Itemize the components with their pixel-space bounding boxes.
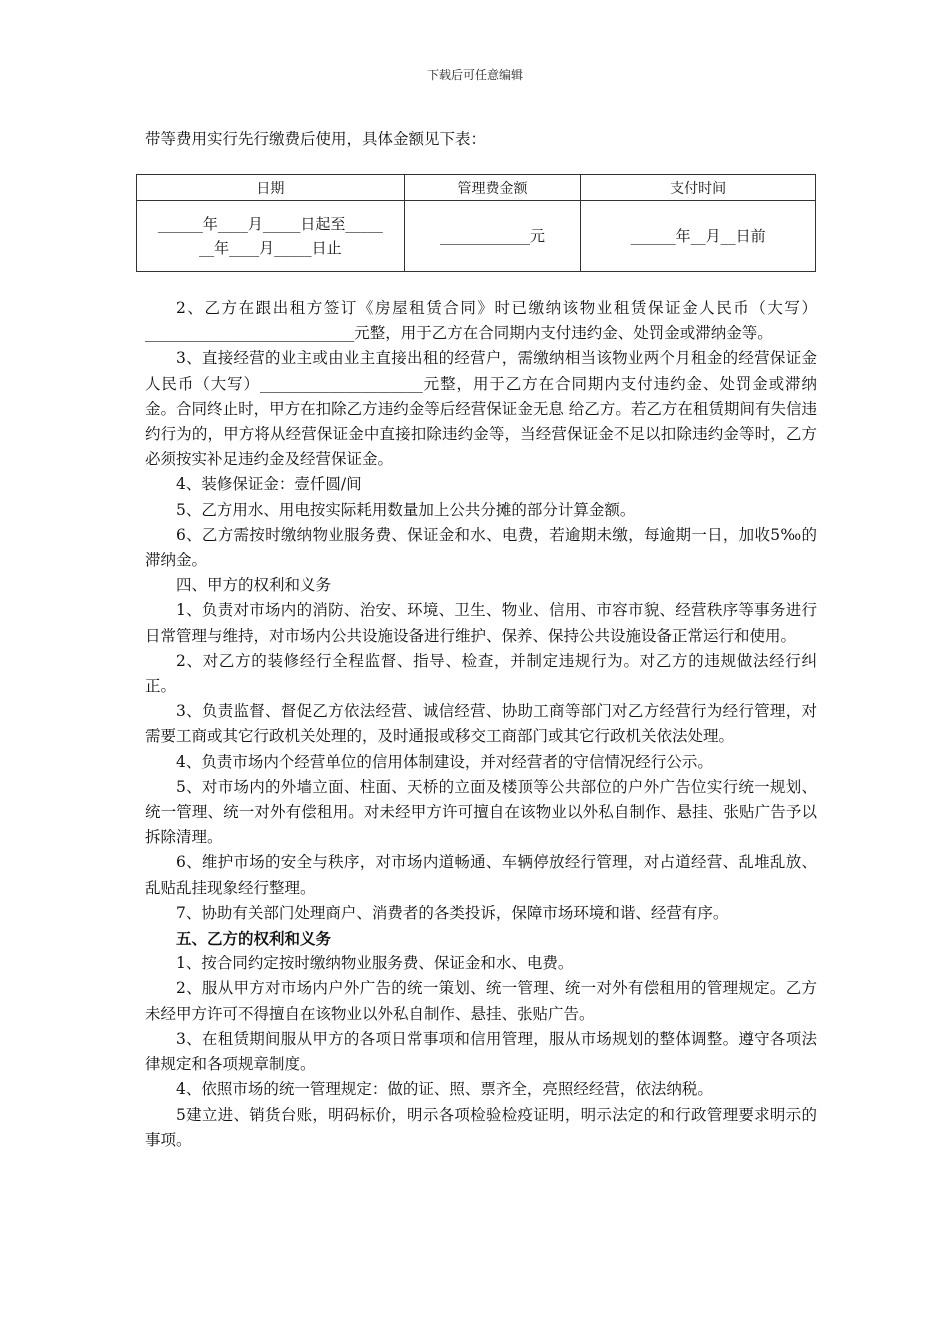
clause-paragraph: 四、甲方的权利和义务 [176, 576, 332, 595]
clause-paragraph: 3、在租赁期间服从甲方的各项日常事项和信用管理，服从市场规划的整体调整。遵守各项法律规定和各项规章制度。 [145, 1029, 817, 1074]
clause-paragraph: 3、负责监督、督促乙方依法经营、诚信经营、协助工商等部门对乙方经营行为经行管理，对需要工商或其它行政机关处理的，及时通报或移交工商部门或其它行政机关依法处理。 [145, 702, 817, 746]
cell-date-range [137, 201, 405, 272]
section-heading: 五、乙方的权利和义务 [176, 929, 332, 949]
header-pay-time: 支付时间 [581, 175, 816, 201]
fee-table [136, 174, 816, 272]
clause-paragraph: 6、乙方需按时缴纳物业服务费、保证金和水、电费，若逾期未缴，每逾期一日，加收5‰的滞纳金。 [145, 525, 817, 570]
date-line-1: ______年____月_____日起至_____ [157, 215, 383, 233]
clause-paragraph: 7、协助有关部门处理商户、消费者的各类投诉，保障市场环境和谐、经营有序。 [176, 903, 729, 922]
header-note: 下载后可任意编辑 [426, 68, 523, 82]
clause-paragraph: 3、直接经营的业主或由业主直接出租的经营户，需缴纳相当该物业两个月租金的经营保证金人民币（大写）_____________________元整，用于乙方在合同期内支付违约金、处罚金或滞纳金。合同终止时，甲方在扣除乙方违约金等后经营保证金无息 给乙方。若乙方在租赁期间有失信违约行为的，甲方将从经营保证金中直接扣除违约金等，当经营保证金不足以扣除违约金等时，乙方必须按实补足违约金及经营保证金。 [145, 349, 817, 469]
clause-paragraph: 1、负责对市场内的消防、治安、环境、卫生、物业、信用、市容市貌、经营秩序等事务进行日常管理与维持，对市场内公共设施设备进行维护、保养、保持公共设施设备正常运行和使用。 [145, 601, 817, 645]
clause-paragraph: 1、按合同约定按时缴纳物业服务费、保证金和水、电费。 [176, 954, 574, 973]
header-date: 日期 [137, 175, 405, 201]
date-line-2: __年____月_____日止 [199, 239, 342, 257]
header-fee-amount: 管理费金额 [404, 175, 581, 201]
intro-line: 带等费用实行先行缴费后使用，具体金额见下表： [145, 130, 487, 148]
clause-paragraph: 4、依照市场的统一管理规定：做的证、照、票齐全，亮照经经营，依法纳税。 [176, 1080, 713, 1099]
clause-paragraph: 6、维护市场的安全与秩序，对市场内道畅通、车辆停放经行管理，对占道经营、乱堆乱放、乱贴乱挂现象经行整理。 [145, 853, 817, 897]
contract-clauses [145, 296, 817, 1153]
clause-paragraph: 5、对市场内的外墙立面、柱面、天桥的立面及楼顶等公共部位的户外广告位实行统一规划、统一管理、统一对外有偿租用。对未经甲方许可擅自在该物业以外私自制作、悬挂、张贴广告予以拆除清理。 [145, 777, 817, 847]
clause-paragraph: 2、服从甲方对市场内户外广告的统一策划、统一管理、统一对外有偿租用的管理规定。乙方未经甲方许可不得擅自在该物业以外私自制作、悬挂、张贴广告。 [145, 979, 817, 1023]
clause-paragraph: 4、装修保证金：壹仟圆/间 [176, 475, 362, 494]
table-header-row [137, 175, 816, 201]
clause-paragraph: 4、负责市场内个经营单位的信用体制建设，并对经营者的守信情况经行公示。 [176, 752, 713, 771]
table-row [137, 201, 816, 272]
clause-paragraph: 2、乙方在跟出租方签订《房屋租赁合同》时已缴纳该物业租赁保证金人民币（大写）___________________________元整，用于乙方在合同期内支付违约金、处罚金或滞纳金等。 [145, 299, 817, 343]
cell-amount: ____________元 [404, 201, 581, 272]
clause-paragraph: 2、对乙方的装修经行全程监督、指导、检查，并制定违规行为。对乙方的违规做法经行纠正。 [145, 651, 817, 696]
clause-paragraph: 5建立进、销货台账，明码标价，明示各项检验检疫证明，明示法定的和行政管理要求明示的事项。 [145, 1105, 817, 1149]
cell-pay-time: ______年__月__日前 [581, 201, 816, 272]
clause-paragraph: 5、乙方用水、用电按实际耗用数量加上公共分摊的部分计算金额。 [176, 500, 636, 519]
